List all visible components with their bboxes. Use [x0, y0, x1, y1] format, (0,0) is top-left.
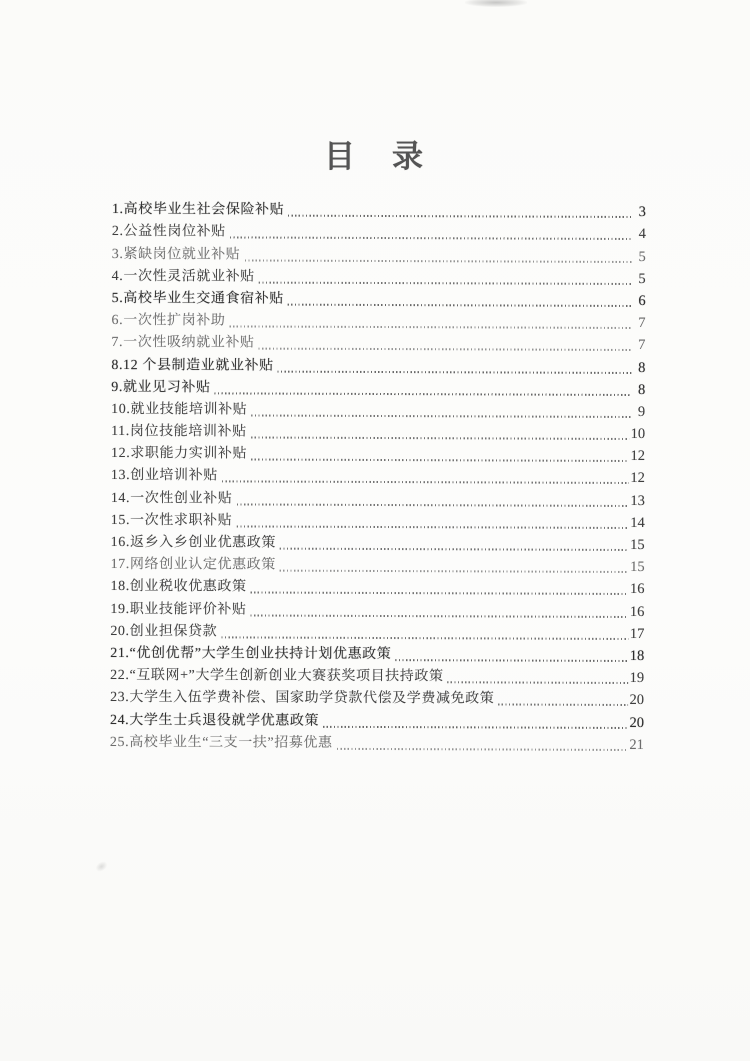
toc-entry-page: 5	[638, 270, 646, 287]
toc-entry	[110, 597, 644, 621]
toc-dot-leader	[244, 259, 632, 262]
toc-entry-label: 12.求职能力实训补贴	[110, 446, 248, 462]
toc-dot-leader	[222, 481, 629, 485]
toc-entry-label: 5.高校毕业生交通食宿补贴	[111, 290, 284, 307]
toc-dot-leader	[229, 326, 631, 330]
toc-dot-leader	[288, 215, 632, 218]
toc-entry	[110, 730, 644, 754]
toc-entry	[110, 642, 644, 666]
toc-dot-leader	[259, 281, 632, 284]
toc-entry-page: 21	[629, 736, 644, 753]
toc-entry-page: 9	[637, 403, 646, 420]
toc-dot-leader	[280, 570, 628, 573]
toc-entry-page: 15	[630, 559, 645, 576]
toc-entry-page: 7	[638, 337, 646, 354]
toc-dot-leader	[215, 392, 632, 396]
page-title: 目 录	[324, 139, 426, 174]
toc-dot-leader	[230, 237, 632, 241]
toc-entry-label: 13.创业培训补贴	[110, 468, 218, 484]
toc-dot-leader	[259, 348, 632, 351]
toc-entry	[111, 375, 645, 399]
toc-entry-page: 8	[637, 381, 646, 398]
toc-dot-leader	[395, 659, 627, 662]
toc-entry-label: 21.“优创优帮”大学生创业扶持计划优惠政策	[110, 645, 392, 663]
toc-entry-label: 23.大学生入伍学费补偿、国家助学贷款代偿及学费减免政策	[110, 690, 495, 707]
toc-entry	[112, 220, 646, 244]
toc-entry-label: 16.返乡入乡创业优惠政策	[110, 534, 277, 551]
toc-entry-label: 24.大学生士兵退役就学优惠政策	[109, 712, 320, 729]
toc-entry	[110, 664, 644, 688]
toc-dot-leader	[278, 370, 632, 373]
toc-entry	[110, 575, 644, 599]
toc-entry-label: 10.就业技能培训补贴	[111, 401, 248, 418]
toc-entry	[110, 620, 644, 644]
toc-entry-page: 20	[629, 692, 645, 709]
toc-entry-label: 6.一次性扩岗补助	[111, 313, 226, 329]
toc-dot-leader	[448, 681, 628, 684]
toc-entry-page: 16	[629, 581, 645, 598]
toc-entry-page: 3	[638, 204, 646, 221]
toc-entry-label: 4.一次性灵活就业补贴	[111, 268, 255, 285]
toc-entry-page: 4	[638, 226, 646, 243]
toc-list	[110, 198, 646, 755]
toc-entry-label: 11.岗位技能培训补贴	[111, 424, 247, 440]
toc-entry-page: 7	[638, 315, 646, 332]
toc-entry-label: 14.一次性创业补贴	[110, 490, 233, 507]
toc-entry	[111, 331, 645, 355]
toc-entry-label: 7.一次性吸纳就业补贴	[111, 335, 255, 351]
toc-dot-leader	[251, 459, 628, 462]
toc-dot-leader	[236, 525, 628, 529]
toc-dot-leader	[221, 636, 628, 640]
toc-entry	[111, 442, 645, 466]
toc-entry	[112, 265, 646, 289]
toc-dot-leader	[498, 704, 627, 706]
toc-entry	[111, 353, 645, 377]
toc-entry-label: 20.创业担保贷款	[110, 623, 218, 640]
toc-dot-leader	[280, 548, 628, 551]
toc-entry	[111, 398, 645, 422]
toc-entry-page: 20	[629, 714, 645, 731]
toc-entry-label: 18.创业税收优惠政策	[110, 579, 247, 595]
toc-entry-page: 12	[630, 448, 646, 465]
toc-entry-page: 18	[629, 647, 645, 664]
toc-entry-label: 25.高校毕业生“三支一扶”招募优惠	[109, 734, 333, 751]
toc-dot-leader	[251, 437, 629, 440]
toc-dot-leader	[337, 748, 628, 751]
toc-entry	[111, 464, 645, 488]
toc-entry-label: 22.“互联网+”大学生创新创业大赛获奖项目扶持政策	[110, 668, 444, 685]
toc-entry-label: 17.网络创业认定优惠政策	[110, 557, 276, 573]
toc-entry-page: 13	[630, 492, 645, 509]
toc-entry	[111, 486, 645, 510]
toc-entry-label: 9.就业见习补贴	[111, 379, 211, 396]
toc-entry-label: 3.紧缺岗位就业补贴	[111, 246, 241, 263]
toc-entry-page: 19	[629, 670, 645, 687]
toc-entry-page: 14	[630, 514, 645, 531]
toc-entry-page: 10	[630, 426, 646, 443]
toc-entry-page: 6	[638, 292, 646, 309]
toc-entry	[112, 242, 646, 266]
toc-dot-leader	[236, 503, 628, 507]
toc-entry-page: 17	[629, 625, 645, 642]
toc-dot-leader	[251, 592, 628, 595]
scan-smudge-left	[94, 859, 110, 874]
toc-entry-page: 16	[629, 603, 645, 620]
toc-dot-leader	[251, 414, 631, 417]
toc-entry-label: 8.12 个县制造业就业补贴	[111, 357, 274, 374]
toc-entry-page: 8	[638, 359, 646, 376]
toc-entry	[111, 509, 645, 533]
scan-smudge-top	[465, 0, 527, 7]
toc-entry	[110, 708, 644, 732]
toc-entry	[112, 287, 646, 311]
toc-entry-label: 15.一次性求职补贴	[110, 512, 233, 529]
toc-entry	[111, 420, 645, 444]
toc-entry	[111, 309, 645, 333]
toc-entry	[111, 553, 645, 577]
toc-entry	[110, 686, 644, 710]
toc-dot-leader	[288, 304, 632, 307]
toc-entry	[112, 198, 646, 222]
toc-entry	[111, 531, 645, 555]
toc-entry-page: 12	[630, 470, 645, 487]
toc-entry-page: 5	[638, 248, 646, 265]
toc-dot-leader	[251, 614, 628, 617]
toc-entry-label: 19.职业技能评价补贴	[110, 601, 247, 618]
toc-entry-label: 1.高校毕业生社会保险补贴	[111, 202, 285, 218]
toc-entry-label: 2.公益性岗位补贴	[111, 224, 226, 240]
toc-entry-page: 15	[630, 536, 645, 554]
toc-dot-leader	[323, 725, 627, 728]
